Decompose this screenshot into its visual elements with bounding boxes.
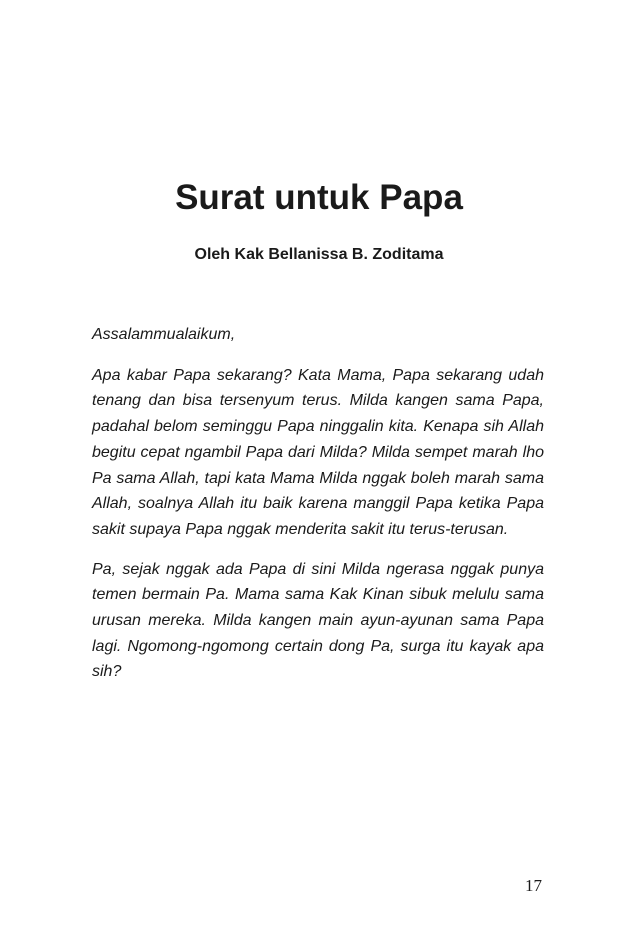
author-byline: Oleh Kak Bellanissa B. Zoditama	[194, 246, 444, 263]
body-paragraph-1: Apa kabar Papa sekarang? Kata Mama, Papa sekarang udah tenang dan bisa tersenyum terus. Milda kangen sama Papa, padahal belom seminggu Papa ninggalin kita. Kenapa sih Allah begitu cepat ngambil Papa dari Milda? Milda sempet marah lho Pa sama Allah, tapi kata Mama Milda nggak boleh marah sama Allah, soalnya Allah itu baik karena manggil Papa ketika Papa sakit supaya Papa nggak menderita sakit itu terus-terusan.	[92, 366, 544, 538]
body-paragraph-2: Pa, sejak nggak ada Papa di sini Milda ngerasa nggak punya temen bermain Pa. Mama sama Kak Kinan sibuk melulu sama urusan mereka. Milda kangen main ayun-ayunan sama Papa lagi. Ngomong-ngomong certain dong Pa, surga itu kayak apa sih?	[92, 560, 544, 681]
greeting-paragraph: Assalammualaikum,	[92, 326, 236, 343]
page-title: Surat untuk Papa	[175, 178, 463, 217]
page-number: 17	[525, 876, 542, 895]
letter-body	[92, 322, 544, 699]
